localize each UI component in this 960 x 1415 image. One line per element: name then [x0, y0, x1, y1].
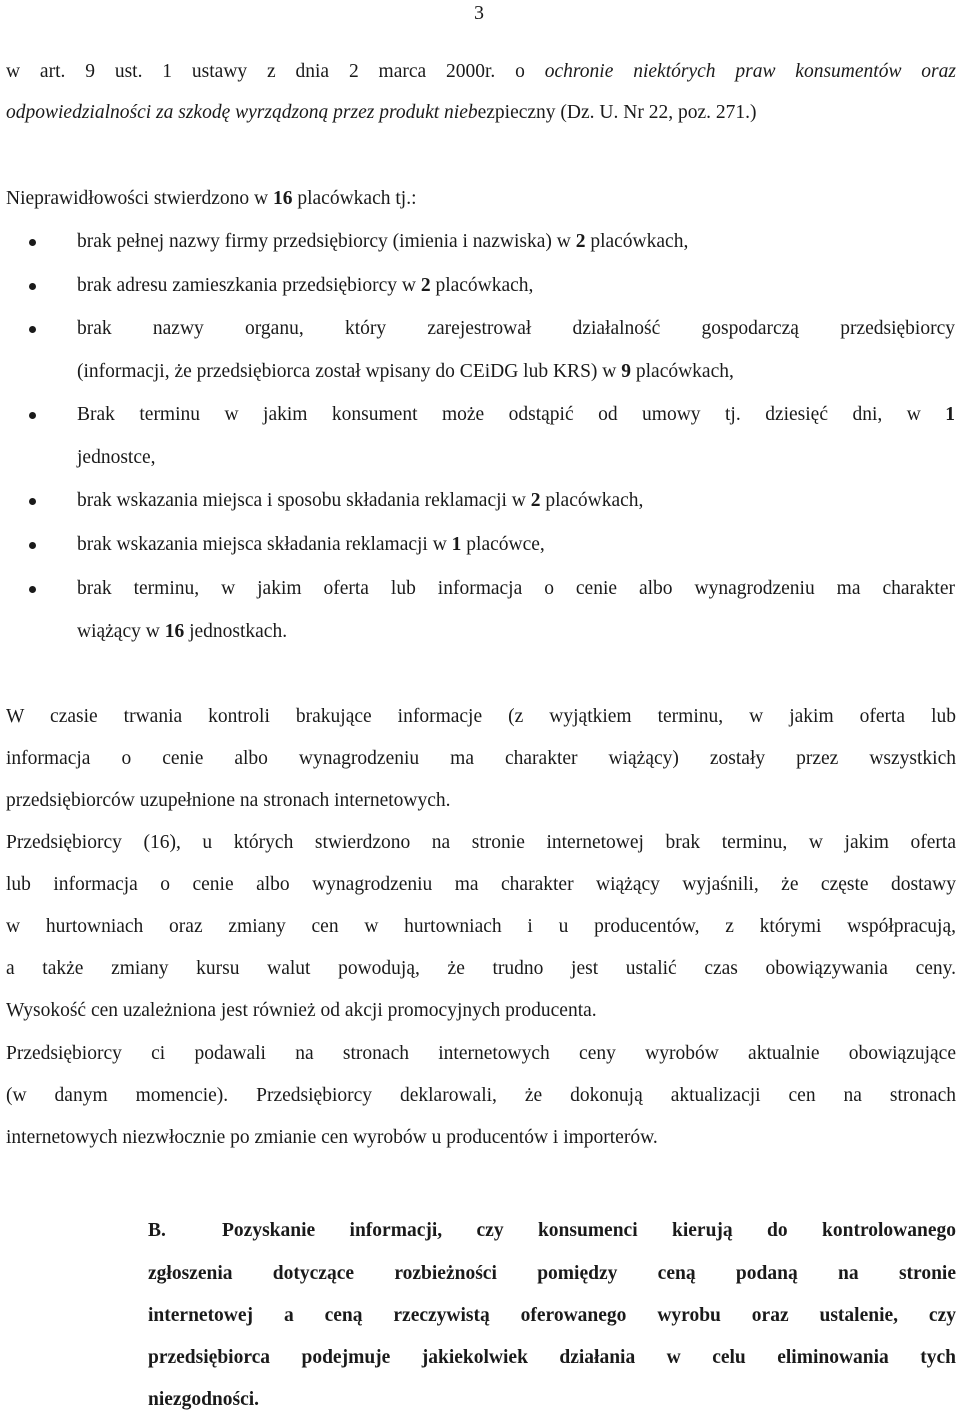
- item-text-end: placówkach,: [631, 361, 734, 382]
- paragraph-3-line-3: internetowych niezwłocznie po zmianie cen wyrobów u producentów i importerów.: [6, 1127, 658, 1148]
- section-b-line-1: Pozyskanie informacji, czy konsumenci kierują do kontrolowanego: [222, 1220, 956, 1241]
- section-b-line-5: niezgodności.: [148, 1389, 260, 1410]
- section-b-line-3: internetowej a ceną rzeczywistą oferowanego wyrobu oraz ustalenie, czy: [148, 1305, 956, 1326]
- finding-item-2: [77, 274, 533, 298]
- lead-text: Nieprawidłowości stwierdzono w: [6, 188, 273, 209]
- item-text: brak pełnej nazwy firmy przedsiębiorcy (imienia i nazwiska) w: [77, 231, 576, 252]
- item-text: brak adresu zamieszkania przedsiębiorcy w: [77, 275, 421, 296]
- item-count: 2: [420, 275, 431, 296]
- paragraph-3-line-1: Przedsiębiorcy ci podawali na stronach internetowych ceny wyrobów aktualnie obowiązujące: [6, 1043, 956, 1064]
- intro-citation: ezpieczny (Dz. U. Nr 22, poz. 271.): [477, 102, 757, 123]
- finding-item-6: [77, 533, 545, 557]
- findings-lead: [6, 187, 416, 211]
- item-count: 2: [530, 490, 541, 511]
- finding-item-3-line-2: [77, 360, 734, 384]
- item-text-end: placówce,: [461, 534, 545, 555]
- item-text: brak wskazania miejsca składania reklamacji w: [77, 534, 452, 555]
- item-text-end: placówkach,: [585, 231, 689, 252]
- bullet-icon: [29, 586, 36, 593]
- intro-line-1: [6, 60, 956, 84]
- paragraph-2-line-4: a także zmiany kursu walut powodują, że trudno jest ustalić czas obowiązywania ceny.: [6, 958, 956, 979]
- item-text-end: jednostkach.: [184, 621, 288, 642]
- bullet-icon: [29, 412, 36, 419]
- paragraph-2-line-5: Wysokość cen uzależniona jest również od akcji promocyjnych producenta.: [6, 1000, 597, 1021]
- item-text: (informacji, że przedsiębiorca został wpisany do CEiDG lub KRS) w: [77, 361, 622, 382]
- bullet-icon: [29, 326, 36, 333]
- bullet-icon: [29, 542, 36, 549]
- finding-item-4-line-2: jednostce,: [77, 447, 156, 468]
- item-text-end: placówkach,: [540, 490, 644, 511]
- finding-item-1: [77, 230, 688, 254]
- item-count: 1: [451, 534, 462, 555]
- section-b-line-4: przedsiębiorca podejmuje jakiekolwiek działania w celu eliminowania tych: [148, 1347, 956, 1368]
- paragraph-2-line-2: lub informacja o cenie albo wynagrodzeniu ma charakter wiążący wyjaśnili, że częste dostawy: [6, 874, 956, 895]
- finding-item-4-line-1: [77, 403, 955, 427]
- lead-text-end: placówkach tj.:: [292, 188, 417, 209]
- finding-item-3-line-1: brak nazwy organu, który zarejestrował działalność gospodarczą przedsiębiorcy: [77, 318, 955, 339]
- finding-item-7-line-2: [77, 620, 287, 644]
- finding-item-7-line-1: brak terminu, w jakim oferta lub informacja o cenie albo wynagrodzeniu ma charakter: [77, 578, 955, 599]
- intro-line-2: [6, 101, 756, 125]
- item-text: Brak terminu w jakim konsument może odstąpić od umowy tj. dziesięć dni, w: [77, 404, 946, 425]
- item-text: wiążący w: [77, 621, 165, 642]
- paragraph-2-line-3: w hurtowniach oraz zmiany cen w hurtowniach i u producentów, z którymi współpracują,: [6, 916, 956, 937]
- bullet-icon: [29, 498, 36, 505]
- intro-text: w art. 9 ust. 1 ustawy z dnia 2 marca 2000r. o: [6, 61, 545, 82]
- section-b-label: B.: [148, 1220, 166, 1241]
- paragraph-3-line-2: (w danym momencie). Przedsiębiorcy deklarowali, że dokonują aktualizacji cen na stronach: [6, 1085, 956, 1106]
- item-text-end: placówkach,: [430, 275, 534, 296]
- intro-law-title-cont: odpowiedzialności za szkodę wyrządzoną przez produkt nieb: [6, 102, 478, 123]
- finding-item-5: [77, 489, 643, 513]
- paragraph-1-line-1: W czasie trwania kontroli brakujące informacje (z wyjątkiem terminu, w jakim oferta lub: [6, 706, 956, 727]
- section-b-line-2: zgłoszenia dotyczące rozbieżności pomiędzy ceną podaną na stronie: [148, 1263, 956, 1284]
- paragraph-2-line-1: Przedsiębiorcy (16), u których stwierdzono na stronie internetowej brak terminu, w jakim oferta: [6, 832, 956, 853]
- item-count: 1: [945, 404, 955, 425]
- item-count: 16: [164, 621, 185, 642]
- bullet-icon: [29, 239, 36, 246]
- item-count: 2: [575, 231, 586, 252]
- item-text: brak wskazania miejsca i sposobu składania reklamacji w: [77, 490, 531, 511]
- item-count: 9: [621, 361, 631, 382]
- paragraph-1-line-2: informacja o cenie albo wynagrodzeniu ma charakter wiążący) zostały przez wszystkich: [6, 748, 956, 769]
- page-number: 3: [474, 2, 484, 24]
- intro-law-title: ochronie niektórych praw konsumentów oraz: [544, 61, 956, 82]
- paragraph-1-line-3: przedsiębiorców uzupełnione na stronach internetowych.: [6, 790, 451, 811]
- bullet-icon: [29, 283, 36, 290]
- lead-count: 16: [272, 188, 293, 209]
